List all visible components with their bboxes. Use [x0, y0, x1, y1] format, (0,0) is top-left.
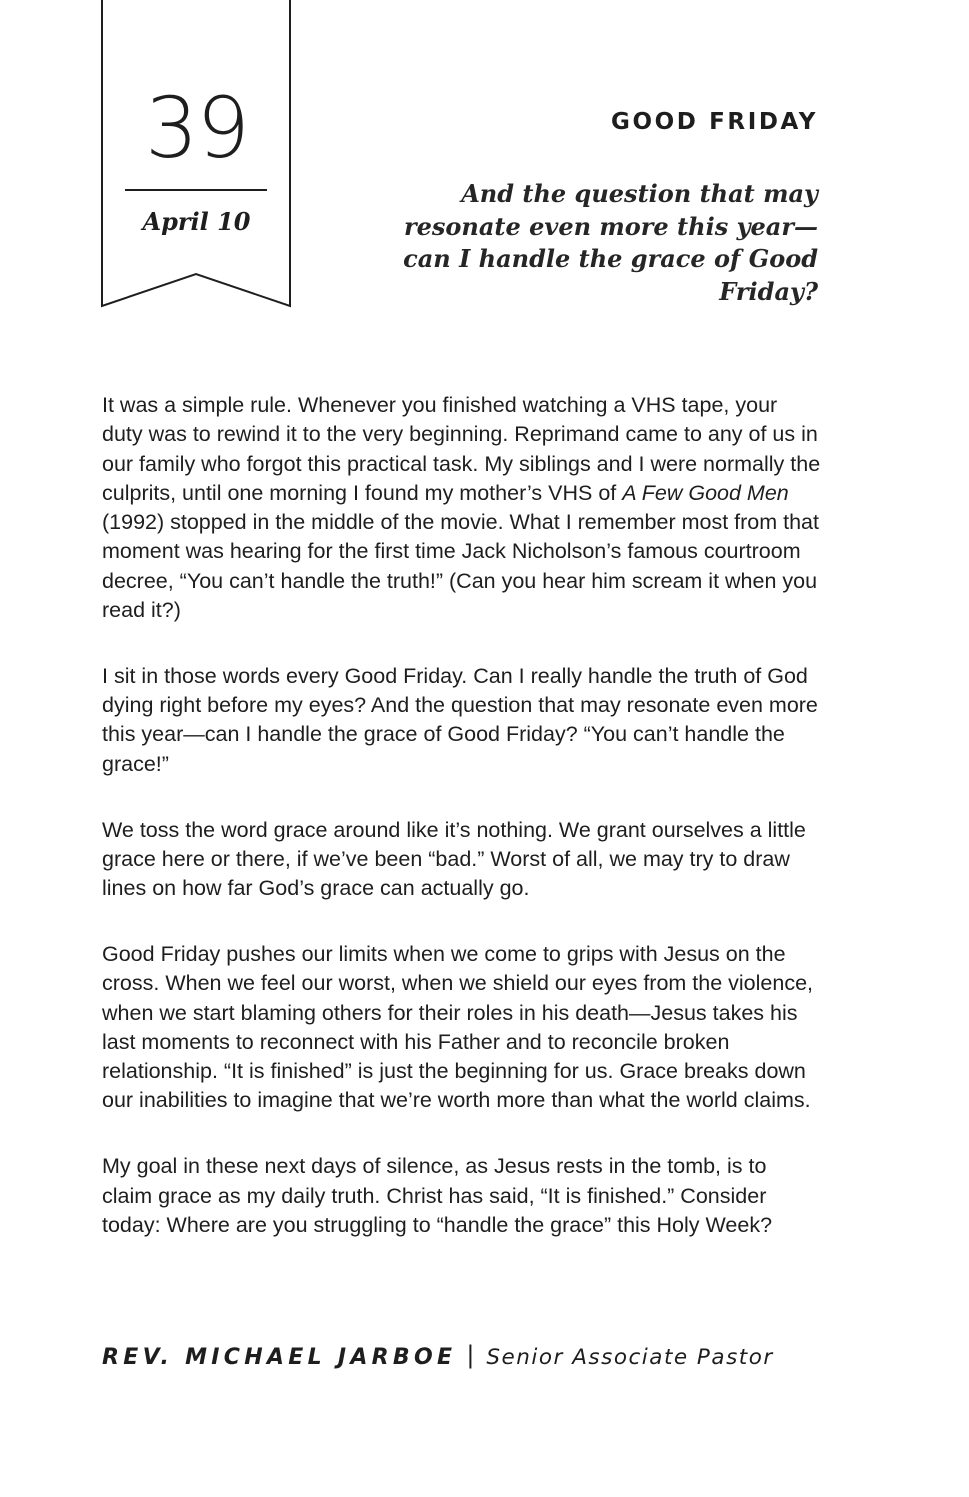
- author-name: REV. MICHAEL JARBOE: [102, 1345, 457, 1370]
- day-number: 39: [145, 79, 248, 177]
- body-paragraph-2: I sit in those words every Good Friday. Can I really handle the truth of God dying right before my eyes? And the question that may resonate even more this year—can I handle the grace of Good Friday? “You can’t handle the grace!”: [102, 663, 818, 776]
- movie-title: A Few Good Men: [622, 480, 789, 505]
- body-paragraph-4: Good Friday pushes our limits when we come to grips with Jesus on the cross. When we feel our worst, when we shield our eyes from the violence, when we start blaming others for their roles in his death—Jesus takes his last moments to reconnect with his Father and to reconcile broken relationship. “It is finished” is just the beginning for us. Grace breaks down our inabilities to imagine that we’re worth more than what the world claims.: [102, 941, 814, 1113]
- body-paragraph-1: [102, 391, 822, 625]
- author-signature: [102, 1336, 774, 1380]
- page-title: GOOD FRIDAY: [610, 109, 818, 135]
- author-separator: |: [466, 1341, 475, 1369]
- paragraph-text: It was a simple rule. Whenever you finished watching a VHS tape, your duty was to rewind it to the very beginning. Reprimand came to any of us in our family who forgot this practical task. My siblings and I were normally the culprits, until one morning I found my mother’s VHS of: [102, 393, 821, 505]
- body-paragraph-3: We toss the word grace around like it’s nothing. We grant ourselves a little grace here or there, if we’ve been “bad.” Worst of all, we may try to draw lines on how far God’s grace can actually go.: [102, 817, 806, 901]
- author-role: Senior Associate Pastor: [486, 1345, 774, 1370]
- devotional-body: [102, 391, 822, 1277]
- day-bookmark: [101, 0, 292, 310]
- paragraph-text: (1992) stopped in the middle of the movie. What I remember most from that moment was hearing for the first time Jack Nicholson’s famous courtroom decree, “You can’t handle the truth!” (Can you hear him scream it when you read it?): [102, 510, 819, 623]
- pull-quote: And the question that may resonate even more this year—can I handle the grace of Good Friday?: [403, 179, 818, 306]
- day-date: April 10: [142, 207, 251, 236]
- body-paragraph-5: My goal in these next days of silence, as Jesus rests in the tomb, is to claim grace as my daily truth. Christ has said, “It is finished.” Consider today: Where are you struggling to “handle the grace” this Holy Week?: [102, 1154, 773, 1237]
